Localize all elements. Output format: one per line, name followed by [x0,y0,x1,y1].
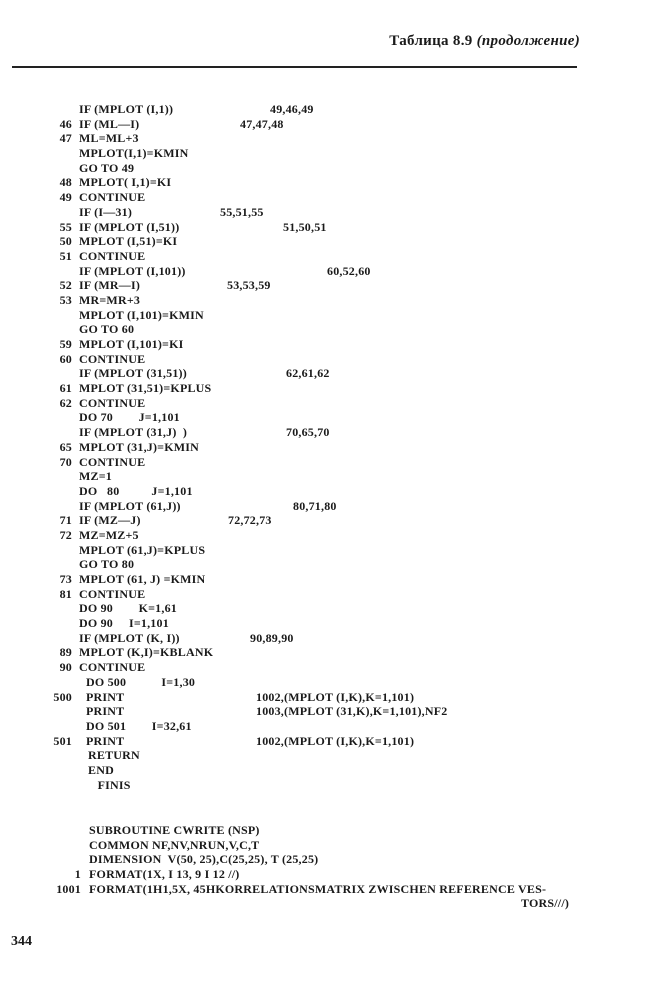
code-line [0,631,650,646]
code-line [0,175,650,190]
code-line [0,381,650,396]
statement-text: IF (I—31) [79,204,133,219]
code-line [0,102,650,117]
statement-text: GO TO 49 [79,160,135,175]
statement-operands: 49,46,49 [270,102,314,116]
statement-label: 500 [53,689,72,704]
statement-text: IF (MZ—J) [79,513,141,528]
subroutine-line [0,852,650,867]
statement-text: GO TO 60 [79,322,135,337]
statement-text: TORS///) [521,896,570,911]
statement-text: PRINT [86,689,125,704]
statement-text: IF (MPLOT (I,51)) [79,219,180,234]
statement-text: DO 80 J=1,101 [79,483,193,498]
code-line [0,293,650,308]
code-line [0,146,650,161]
code-line [0,704,650,719]
header-rule [12,66,577,68]
table-subtitle: (продолжение) [476,33,580,49]
code-line [0,675,650,690]
code-line [0,455,650,470]
statement-label: 71 [59,513,72,528]
statement-operands: 72,72,73 [228,513,272,528]
statement-label: 1001 [56,881,81,896]
statement-label: 49 [59,190,72,205]
statement-label: 81 [59,586,72,601]
statement-operands: 60,52,60 [327,263,371,278]
statement-label: 52 [59,278,72,293]
statement-text: CONTINUE [79,660,146,675]
statement-label: 47 [59,131,72,146]
statement-text: FORMAT(1X, I 13, 9 I 12 //) [89,867,240,882]
statement-text: PRINT [86,733,125,748]
statement-text: MPLOT (31,51)=KPLUS [79,381,212,396]
statement-text: IF (MPLOT (I,101)) [79,263,186,278]
statement-label: 60 [59,351,72,366]
code-line [0,308,650,323]
table-title: Таблица 8.9 [389,33,473,49]
code-line [0,484,650,499]
statement-text: CONTINUE [79,454,146,469]
code-line [0,190,650,205]
code-line [0,249,650,264]
statement-text: CONTINUE [79,395,146,410]
statement-text: IF (ML—I) [79,116,140,131]
statement-label: 53 [59,292,72,307]
code-line [0,601,650,616]
statement-operands: 1002,(MPLOT (I,K),K=1,101) [256,733,415,748]
statement-label: 55 [59,219,72,234]
statement-operands: 53,53,59 [227,278,271,293]
code-line [0,587,650,602]
statement-label: 90 [59,660,72,675]
statement-text: ML=ML+3 [79,131,139,146]
statement-text: MPLOT (61, J) =KMIN [79,572,206,586]
statement-text: RETURN [88,748,140,763]
code-line [0,131,650,146]
statement-text: MPLOT (61,J)=KPLUS [79,542,206,557]
code-line [0,616,650,631]
statement-text: FINIS [88,777,131,792]
statement-label: 62 [59,395,72,410]
statement-text: IF (MPLOT (I,1)) [79,102,174,116]
code-line [0,205,650,220]
statement-label: 50 [59,234,72,249]
statement-text: MPLOT (I,51)=KI [79,234,178,249]
code-line [0,366,650,381]
code-line [0,337,650,352]
statement-label: 48 [59,175,72,190]
code-line [0,322,650,337]
statement-label: 89 [59,645,72,660]
statement-text: DO 70 J=1,101 [79,410,180,425]
page-number: 344 [11,934,32,949]
statement-text: IF (MPLOT (61,J)) [79,498,181,513]
code-listing [0,102,650,792]
statement-text: CONTINUE [79,190,146,205]
code-line [0,410,650,425]
statement-operands: 51,50,51 [283,219,327,234]
statement-text: SUBROUTINE CWRITE (NSP) [89,823,260,837]
statement-operands: 47,47,48 [240,116,284,131]
subroutine-listing [0,823,650,911]
subroutine-line [0,867,650,882]
statement-text: MPLOT (31,J)=KMIN [79,439,200,454]
statement-label: 501 [53,733,72,748]
code-line [0,220,650,235]
subroutine-line [0,882,650,897]
statement-text: DO 500 I=1,30 [86,674,196,689]
statement-text: MPLOT (I,101)=KMIN [79,307,204,322]
code-line [0,425,650,440]
statement-label: 65 [59,439,72,454]
code-line [0,778,650,793]
statement-text: CONTINUE [79,351,146,366]
statement-operands: 1003,(MPLOT (31,K),K=1,101),NF2 [256,704,448,719]
statement-label: 61 [59,381,72,396]
code-line [0,557,650,572]
statement-operands: 1002,(MPLOT (I,K),K=1,101) [256,689,415,704]
statement-text: MPLOT (K,I)=KBLANK [79,645,214,660]
code-line [0,763,650,778]
code-line [0,499,650,514]
statement-text: CONTINUE [79,248,146,263]
statement-label: 73 [59,572,72,586]
code-line [0,469,650,484]
code-line [0,440,650,455]
code-line [0,161,650,176]
statement-text: MPLOT (I,101)=KI [79,337,184,351]
code-line [0,748,650,763]
statement-text: DO 90 I=1,101 [79,616,169,631]
statement-text: PRINT [86,704,125,719]
subroutine-line [0,896,650,911]
statement-text: COMMON NF,NV,NRUN,V,C,T [89,837,260,852]
statement-label: 59 [59,337,72,351]
statement-text: IF (MPLOT (K, I)) [79,630,180,645]
statement-text: MR=MR+3 [79,292,141,307]
statement-label: 72 [59,527,72,542]
statement-label: 46 [59,116,72,131]
code-line [0,264,650,279]
code-line [0,660,650,675]
statement-text: FORMAT(1H1,5X, 45HKORRELATIONSMATRIX ZWISCHEN REFERENCE VES- [89,881,547,896]
statement-text: IF (MPLOT (31,J) ) [79,425,188,440]
code-line [0,690,650,705]
statement-operands: 80,71,80 [293,498,337,513]
code-line [0,234,650,249]
code-line [0,734,650,749]
code-line [0,528,650,543]
code-line [0,543,650,558]
statement-label: 1 [74,867,81,882]
statement-text: DIMENSION V(50, 25),C(25,25), T (25,25) [89,852,319,867]
code-line [0,117,650,132]
statement-operands: 70,65,70 [286,425,330,440]
statement-label: 51 [59,248,72,263]
statement-label: 70 [59,454,72,469]
statement-text: END [88,762,114,777]
code-line [0,572,650,587]
statement-text: MPLOT(I,1)=KMIN [79,146,189,161]
statement-operands: 55,51,55 [220,204,264,219]
statement-operands: 90,89,90 [250,630,294,645]
statement-text: DO 90 K=1,61 [79,601,177,616]
statement-text: CONTINUE [79,586,146,601]
statement-text: MPLOT( I,1)=KI [79,175,172,190]
statement-text: IF (MR—I) [79,278,141,293]
code-line [0,645,650,660]
code-line [0,352,650,367]
code-line [0,719,650,734]
code-line [0,396,650,411]
statement-text: GO TO 80 [79,557,135,572]
statement-text: MZ=1 [79,469,112,484]
subroutine-line [0,823,650,838]
subroutine-line [0,838,650,853]
page-header [0,33,580,50]
code-line [0,278,650,293]
statement-operands: 62,61,62 [286,366,330,381]
code-line [0,513,650,528]
statement-text: MZ=MZ+5 [79,527,139,542]
statement-text: IF (MPLOT (31,51)) [79,366,187,381]
statement-text: DO 501 I=32,61 [86,718,192,733]
